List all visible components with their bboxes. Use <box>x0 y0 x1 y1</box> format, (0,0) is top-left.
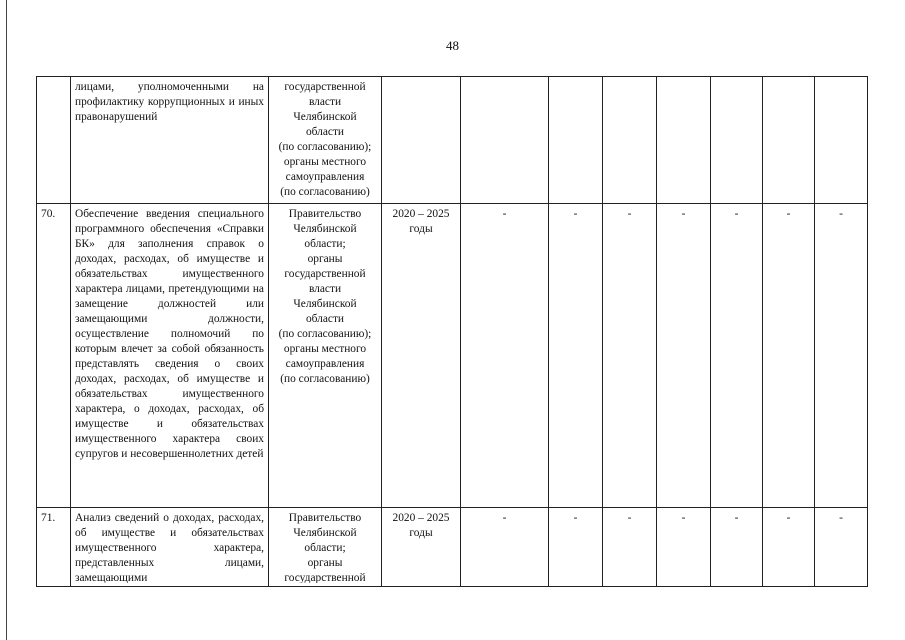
funding-cell: - <box>763 508 815 587</box>
executor-line: органы местного <box>283 156 367 168</box>
executors-cell <box>269 204 382 508</box>
measure-description: Обеспечение введения специального программного обеспечения «Справки БК» для заполнения справок о доходах, расходах, об имуществе и обязательствах имущественного характера лицами, претендующими на замещение должностей или замещающими должности, осуществление полномочий по которым влечет за собой обязанность представлять сведения о своих доходах, расходах, об имуществе и обязательствах имущественного характера, о доходах, расходах, об имуществе и обязательствах имущественного характера своих супругов и несовершеннолетних детей <box>71 204 269 508</box>
executor-line: области <box>305 126 345 138</box>
executor-line: государственной <box>284 268 366 280</box>
measure-description <box>71 508 269 587</box>
funding-cell: - <box>461 204 549 508</box>
executor-line: Правительство <box>288 208 362 220</box>
funding-cell <box>549 77 603 204</box>
funding-cell: - <box>603 204 657 508</box>
funding-cell: - <box>549 204 603 508</box>
funding-cell <box>711 77 763 204</box>
funding-cell: - <box>815 204 868 508</box>
row-number: 71. <box>37 508 71 587</box>
executors-cell <box>269 508 382 587</box>
executor-line: власти <box>308 96 342 108</box>
funding-cell: - <box>711 204 763 508</box>
measure-description-text: Анализ сведений о доходах, расходах, об имуществе и обязательствах имущественного характера, представленных лицами, замещающими <box>75 512 264 583</box>
measure-description: лицами, уполномоченными на профилактику коррупционных и иных правонарушений <box>71 77 269 204</box>
funding-cell: - <box>657 204 711 508</box>
funding-cell: - <box>603 508 657 587</box>
executor-line: государственной <box>284 81 366 93</box>
executor-line: (по согласованию) <box>280 373 370 385</box>
executor-line: области; <box>304 238 346 250</box>
funding-cell <box>657 77 711 204</box>
executor-line: (по согласованию); <box>278 328 372 340</box>
executor-line: (по согласованию); <box>278 141 372 153</box>
executor-line: области; <box>304 542 346 554</box>
funding-cell: - <box>657 508 711 587</box>
funding-cell: - <box>815 508 868 587</box>
executor-line: Челябинской <box>293 223 357 235</box>
executor-line: Челябинской <box>293 298 357 310</box>
funding-cell: - <box>461 508 549 587</box>
executor-line: самоуправления <box>285 171 365 183</box>
executor-line: самоуправления <box>285 358 365 370</box>
executor-line: органы <box>307 557 343 569</box>
period-cell: 2020 – 2025 годы <box>382 204 461 508</box>
funding-cell <box>815 77 868 204</box>
executor-line: Правительство <box>288 512 362 524</box>
funding-cell: - <box>763 204 815 508</box>
period-cell: 2020 – 2025 годы <box>382 508 461 587</box>
executor-line: Челябинской <box>293 111 357 123</box>
page-number: 48 <box>446 38 459 53</box>
table-row <box>37 204 868 508</box>
executor-line: Челябинской <box>293 527 357 539</box>
funding-cell: - <box>549 508 603 587</box>
row-number <box>37 77 71 204</box>
executor-line: области <box>305 313 345 325</box>
funding-cell <box>603 77 657 204</box>
table-row <box>37 508 868 587</box>
executor-line: (по согласованию) <box>280 186 370 198</box>
period-cell <box>382 77 461 204</box>
executors-list <box>273 511 377 583</box>
funding-cell <box>763 77 815 204</box>
executor-line: власти <box>308 283 342 295</box>
row-number: 70. <box>37 204 71 508</box>
executor-line: органы местного <box>283 343 367 355</box>
executor-line: органы <box>307 253 343 265</box>
executors-cell <box>269 77 382 204</box>
binding-margin-line <box>6 0 7 640</box>
executor-line: государственной <box>284 572 366 583</box>
funding-cell: - <box>711 508 763 587</box>
measures-table <box>36 76 868 587</box>
funding-cell <box>461 77 549 204</box>
table-row <box>37 77 868 204</box>
